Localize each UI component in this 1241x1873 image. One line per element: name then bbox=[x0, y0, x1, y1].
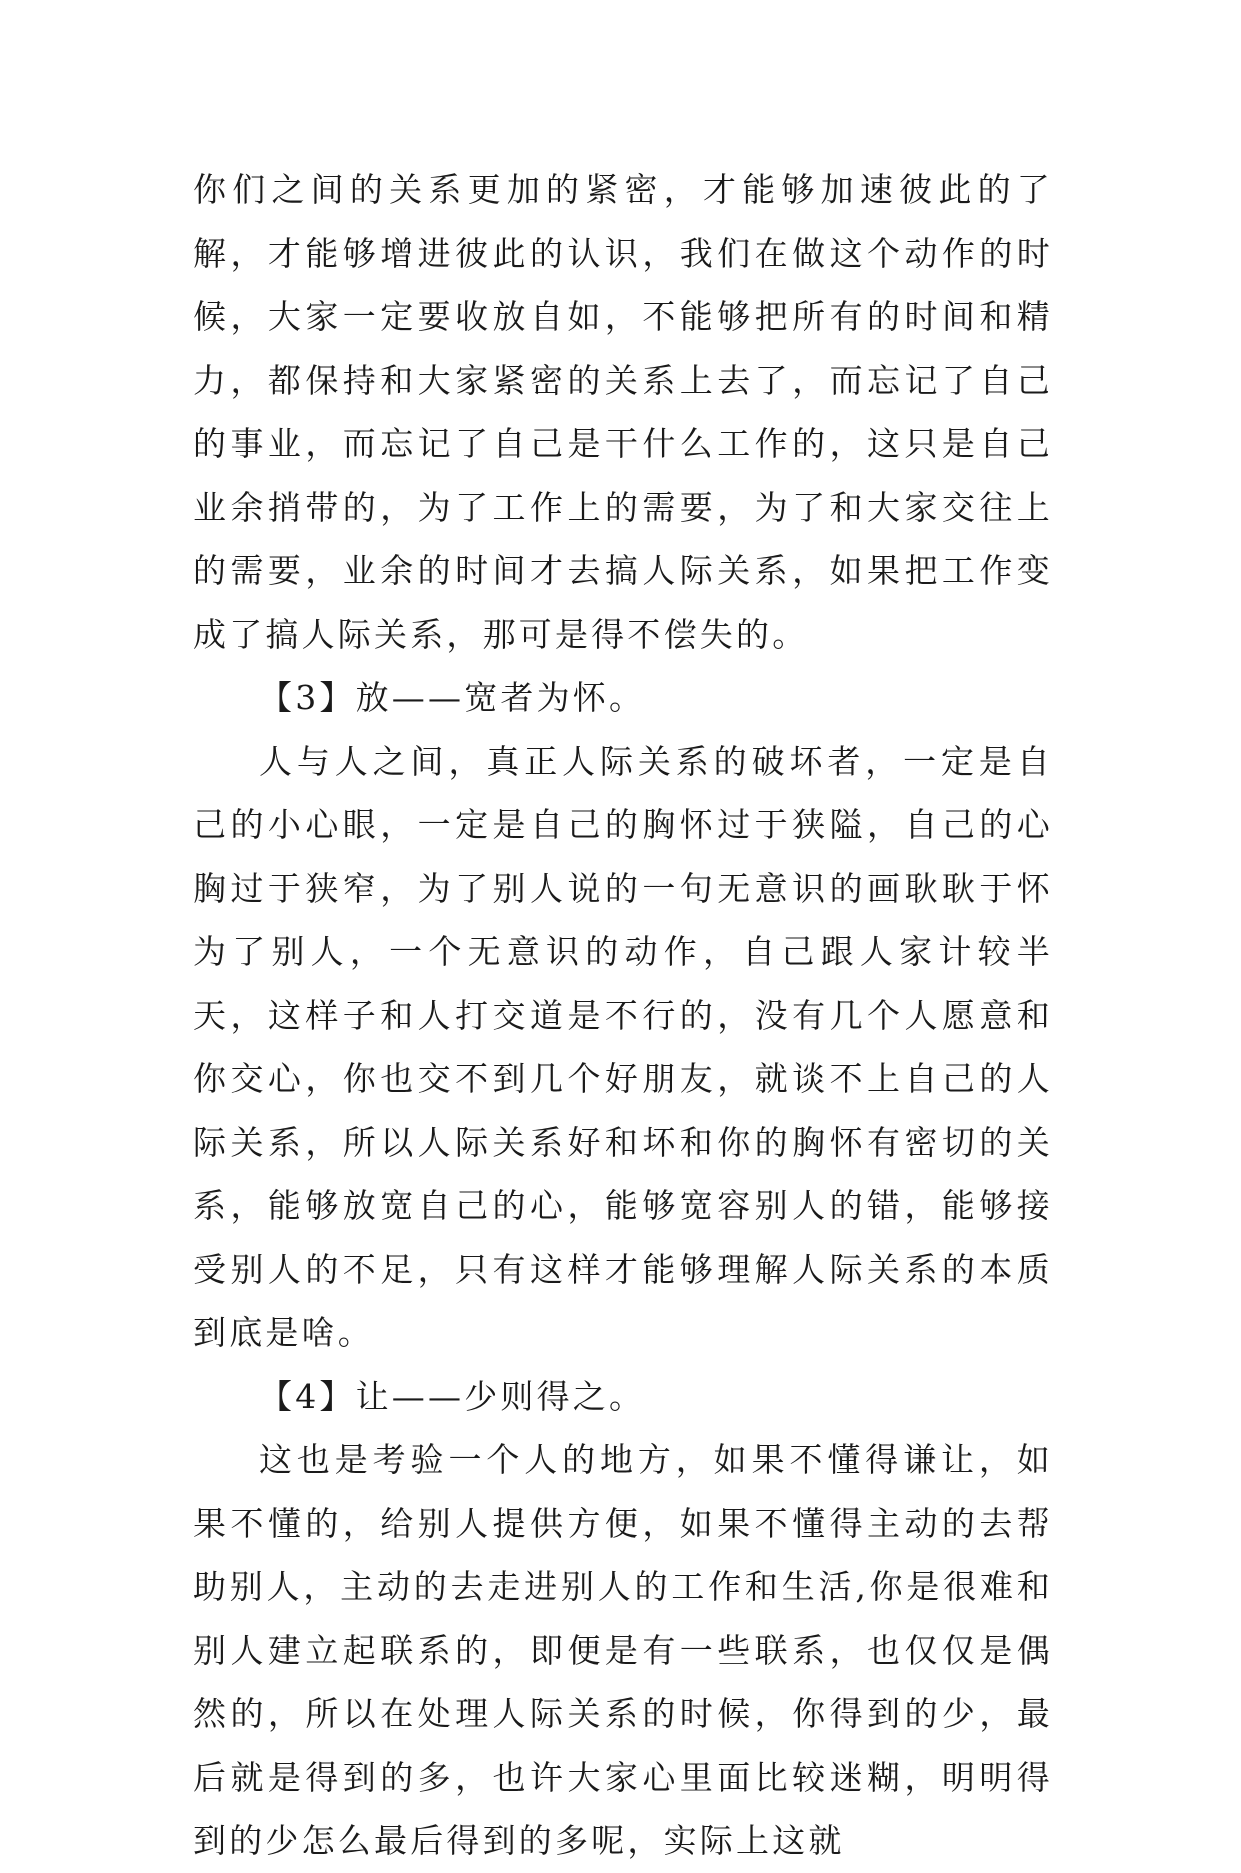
paragraph-section-3: 人与人之间，真正人际关系的破坏者，一定是自己的小心眼，一定是自己的胸怀过于狭隘，自己的心胸过于狭窄，为了别人说的一句无意识的画耿耿于怀为了别人，一个无意识的动作，自己跟人家计较半天，这样子和人打交道是不行的，没有几个人愿意和你交心，你也交不到几个好朋友，就谈不上自己的人际关系，所以人际关系好和坏和你的胸怀有密切的关系，能够放宽自己的心，能够宽容别人的错，能够接受别人的不足，只有这样才能够理解人际关系的本质到底是啥。 bbox=[193, 741, 1053, 1352]
paragraph-section-4: 这也是考验一个人的地方，如果不懂得谦让，如果不懂的，给别人提供方便，如果不懂得主动的去帮助别人，主动的去走进别人的工作和生活,你是很难和别人建立起联系的，即便是有一些联系，也仅仅是偶然的，所以在处理人际关系的时候，你得到的少，最后就是得到的多，也许大家心里面比较迷糊，明明得到的少怎么最后得到的多呢，实际上这就 bbox=[193, 1440, 1053, 1860]
paragraph-continuation: 你们之间的关系更加的紧密，才能够加速彼此的了解，才能够增进彼此的认识，我们在做这个动作的时候，大家一定要收放自如，不能够把所有的时间和精力，都保持和大家紧密的关系上去了，而忘记了自己的事业，而忘记了自己是干什么工作的，这只是自己业余捎带的，为了工作上的需要，为了和大家交往上的需要，业余的时间才去搞人际关系，如果把工作变成了搞人际关系，那可是得不偿失的。 bbox=[193, 170, 1053, 654]
section-heading-4: 【4】让——少则得之。 bbox=[259, 1376, 646, 1416]
document-body bbox=[193, 158, 1053, 1873]
section-heading-3: 【3】放——宽者为怀。 bbox=[259, 678, 646, 717]
